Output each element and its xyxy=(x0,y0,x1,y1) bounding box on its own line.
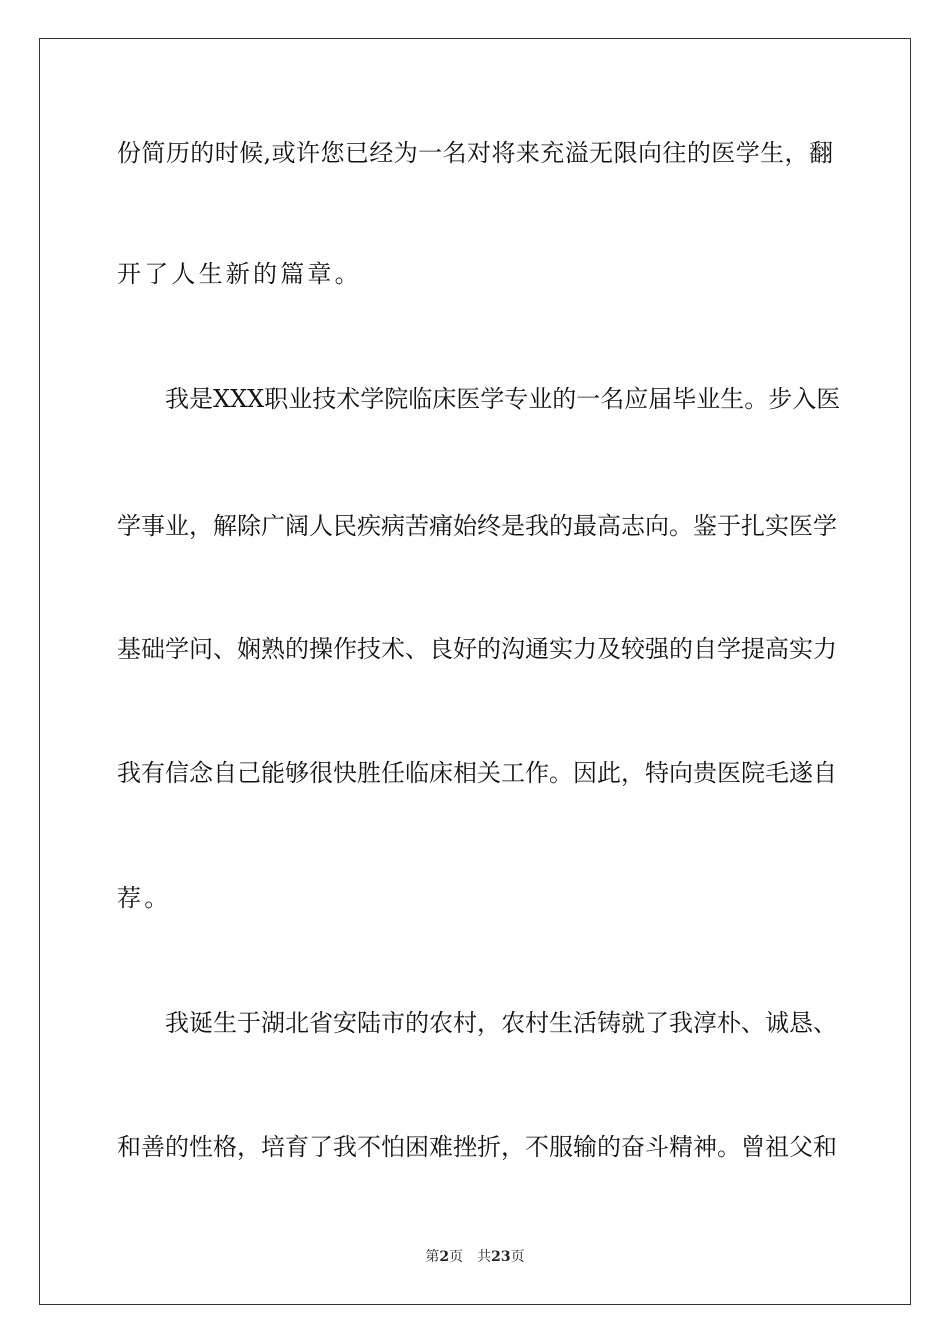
total-pages: 23 xyxy=(491,1249,511,1265)
total-suffix: 页 xyxy=(510,1249,525,1265)
page-footer xyxy=(0,1248,950,1266)
text-line-8: 我诞生于湖北省安陆市的农村，农村生活铸就了我淳朴、诚恳、 xyxy=(165,1009,837,1037)
page-number: 2 xyxy=(439,1249,450,1265)
text-line-6: 我有信念自己能够很快胜任临床相关工作。因此，特向贵医院毛遂自 xyxy=(117,759,837,787)
text-line-5: 基础学问、娴熟的操作技术、良好的沟通实力及较强的自学提高实力 xyxy=(117,635,837,663)
page-prefix: 第 xyxy=(425,1249,440,1265)
page-border xyxy=(39,38,911,1305)
text-line-3: 我是XXX职业技术学院临床医学专业的一名应届毕业生。步入医 xyxy=(165,385,841,413)
text-line-4: 学事业，解除广阔人民疾病苦痛始终是我的最高志向。鉴于扎实医学 xyxy=(117,512,837,540)
text-line-7: 荐。 xyxy=(117,884,172,912)
text-line-1: 份简历的时候,或许您已经为一名对将来充溢无限向往的医学生，翻 xyxy=(117,139,833,167)
total-prefix: 共 xyxy=(477,1249,492,1265)
text-line-9: 和善的性格，培育了我不怕困难挫折，不服输的奋斗精神。曾祖父和 xyxy=(117,1133,837,1161)
page-suffix: 页 xyxy=(449,1249,464,1265)
text-line-2: 开了人生新的篇章。 xyxy=(117,260,362,288)
